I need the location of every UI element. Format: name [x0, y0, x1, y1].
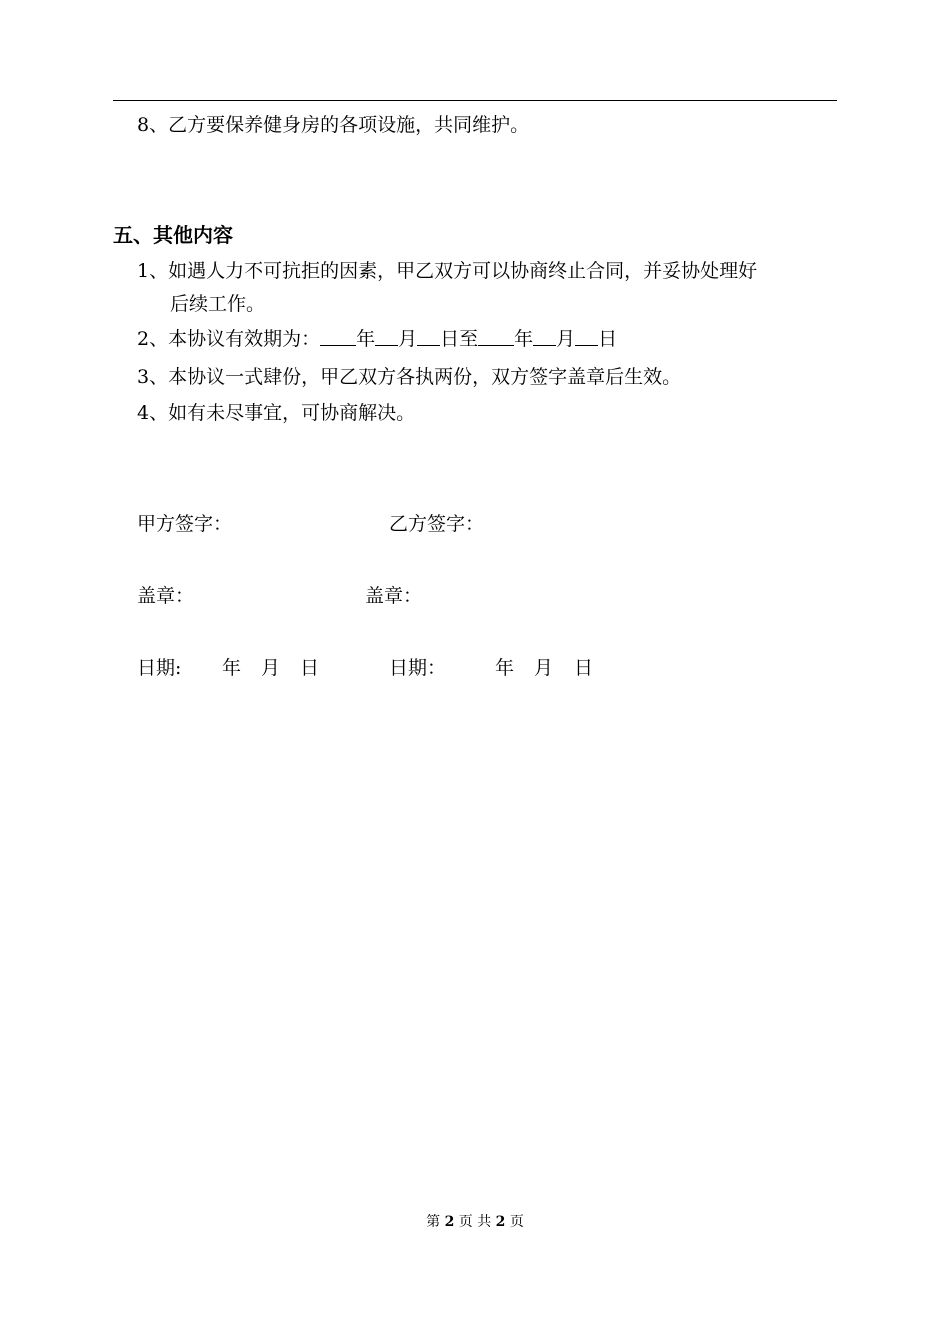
- party-a-sign-label: 甲方签字：: [137, 513, 233, 535]
- blank-month: [375, 327, 398, 346]
- header-rule: [113, 100, 837, 101]
- footer-prefix: 第: [426, 1214, 441, 1230]
- validity-month2-label: 月: [556, 328, 576, 350]
- item-3: 3、本协议一式肆份，甲乙双方各执两份，双方签字盖章后生效。: [137, 366, 682, 388]
- blank-day-end: [575, 327, 598, 346]
- party-b-seal-label: 盖章：: [365, 585, 423, 607]
- party-b-sign-label: 乙方签字：: [389, 513, 485, 535]
- footer-middle: 页 共: [458, 1214, 492, 1230]
- party-a-date-year: 年: [222, 657, 242, 679]
- party-a-date-month: 月: [261, 657, 281, 679]
- party-b-date-day: 日: [574, 657, 594, 679]
- validity-day2-label: 日: [598, 328, 618, 350]
- page-footer: [0, 1213, 950, 1231]
- item-1-line-2: 后续工作。: [170, 293, 266, 315]
- footer-total-pages: 2: [495, 1214, 506, 1230]
- footer-suffix: 页: [509, 1214, 524, 1230]
- item-8: 8、乙方要保养健身房的各项设施，共同维护。: [137, 114, 530, 136]
- validity-day-to-label: 日至: [440, 328, 479, 350]
- validity-year2-label: 年: [514, 328, 534, 350]
- party-a-date-label: 日期:: [137, 657, 182, 679]
- validity-month-label: 月: [398, 328, 418, 350]
- blank-month-end: [533, 327, 556, 346]
- validity-prefix: 2、本协议有效期为：: [137, 328, 321, 350]
- party-b-date-year: 年: [495, 657, 515, 679]
- blank-year: [320, 327, 356, 346]
- blank-year-end: [478, 327, 514, 346]
- party-b-date-label: 日期：: [389, 657, 447, 679]
- validity-year-label: 年: [356, 328, 376, 350]
- item-1-line-1: 1、如遇人力不可抗拒的因素，甲乙双方可以协商终止合同，并妥协处理好: [137, 260, 758, 282]
- section-heading: 五、其他内容: [113, 223, 233, 247]
- item-2-validity: [137, 327, 617, 351]
- party-a-seal-label: 盖章：: [137, 585, 195, 607]
- blank-day: [417, 327, 440, 346]
- party-a-date-day: 日: [300, 657, 320, 679]
- party-b-date-month: 月: [534, 657, 554, 679]
- item-4: 4、如有未尽事宜，可协商解决。: [137, 402, 416, 424]
- footer-current-page: 2: [444, 1214, 455, 1230]
